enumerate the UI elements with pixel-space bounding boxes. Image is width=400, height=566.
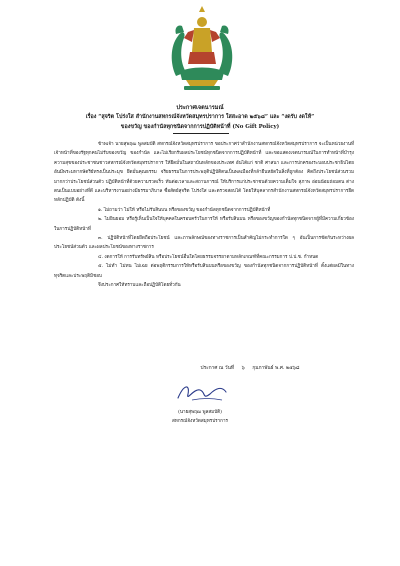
cooperative-seal-logo [166,6,238,92]
date-month-year: กุมภาพันธ์ พ.ศ. ๒๕๖๘ [252,366,300,371]
intro-paragraph: ข้าพเจ้า นายสุพฤฒ พูลสมบัติ สหกรณ์จังหวัดสมุทรปราการ ขอประกาศว่าสำนักงานสหกรณ์จังหวัดสมุทรปราการ จะเป็นหน่วยงานที่เจ้าหน้าที่ของรัฐทุกคนไม่รับของขวัญ ของกำนัล และไม่เรียกรับผลประโยชน์ทุกชนิดจากการปฏิบัติหน้าที่ และขอแสดงเจตนารมณ์ในการทำหน้าที่บำรุงความสุขของประชาชนชาวสหกรณ์จังหวัดสมุทรปราการ ให้ยึดมั่นในสถาบันหลักของประเทศ อันได้แก่ ชาติ ศาสนา และการปกครองระบอบประชาธิปไตยอันมีพระมหากษัตริย์ทรงเป็นประมุข ยึดมั่นคุณธรรม จริยธรรมในการประพฤติปฏิบัติตนเป็นพลเมืองที่กล้ายืนหยัดในสิ่งที่ถูกต้อง คิดถึงประโยชน์ส่วนรวมมากกว่าประโยชน์ส่วนตัว ปฏิบัติหน้าที่ด้วยความรวดเร็ว ทันต่อเวลาและสถานการณ์ ให้บริการแก่ประชาชนด้วยความเต็มใจ สุภาพ อ่อนน้อมถ่อมตน ต่างตนเป็นแบบอย่างที่ดี และบริหารงานอย่างมีธรรมาภิบาล ซื่อสัตย์สุจริต โปร่งใส และตรวจสอบได้ โดยให้บุคลากรสำนักงานสหกรณ์จังหวัดสมุทรปราการยึดหลักปฏิบัติ ดังนี้ [54,142,354,204]
signatory-block [140,408,260,426]
list-item-2: ๒. ไม่ยินยอม หรือรู้เห็นเป็นใจให้บุคคลในครอบครัวในการให้ หรือรับสินบน หรือของขวัญของกำนัลทุกชนิดจากผู้ที่มีความเกี่ยวข้องในการปฏิบัติหน้าที่ [54,217,354,232]
document-subject-line2: ของขวัญ ของกำนัลทุกชนิดจากการปฏิบัติหน้าที่ (No Gift Policy) [120,124,280,130]
list-item-3: ๓. ปฏิบัติหน้าที่โดยยึดถือประโยชน์ และภาพลักษณ์ของทางราชการเป็นสำคัญไม่กระทำการใด ๆ อันเป็นการขัดกันระหว่างผลประโยชน์ส่วนตัว และผลประโยชน์ของทางราชการ [54,236,354,251]
handwritten-signature [172,378,232,406]
document-subject: เรื่อง “สุจริต โปร่งใส สำนักงานสหกรณ์จังหวัดสมุทรปราการ ใสสะอาด ๒๕๖๘” และ “งดรับ งดให้” [85,114,315,120]
signatory-name: (นายสุพฤฒ พูลสมบัติ) [178,410,222,415]
list-item-4: ๔. งดการให้ การรับทรัพย์สิน หรือประโยชน์อื่นใดโดยธรรมจรรยาตามหลักเกณฑ์ที่คณะกรรมการ ป.ป.ช. กำหนด [98,254,319,260]
closing-paragraph: จึงประกาศให้ทราบและถือปฏิบัติโดยทั่วกัน [98,283,181,289]
list-item-1: ๑. ไม่ถามว่า ไม่ให้ หรือไม่รับสินบน หรือของขวัญ ของกำนัลทุกชนิดจากการปฏิบัติหน้าที่ [98,207,271,213]
date-prefix: ประกาศ ณ วันที่ [200,366,235,371]
document-body [54,140,354,291]
list-item-5: ๕. ไม่ทำ ไม่ทน ไม่เฉย ต่อพฤติกรรมการให้หรือรับสินบนหรือของขวัญ ของกำนัลทุกชนิดจากการปฏิบัติหน้าที่ ตั้งแต่ผลมีในทางทุจริตและประพฤติมิชอบ [54,264,354,279]
document-title: ประกาศเจตนารมณ์ [176,105,224,111]
title-underline [173,133,229,134]
announcement-date [150,364,350,372]
date-day: ๖ [241,366,245,371]
signatory-position: สหกรณ์จังหวัดสมุทรปราการ [172,419,228,424]
